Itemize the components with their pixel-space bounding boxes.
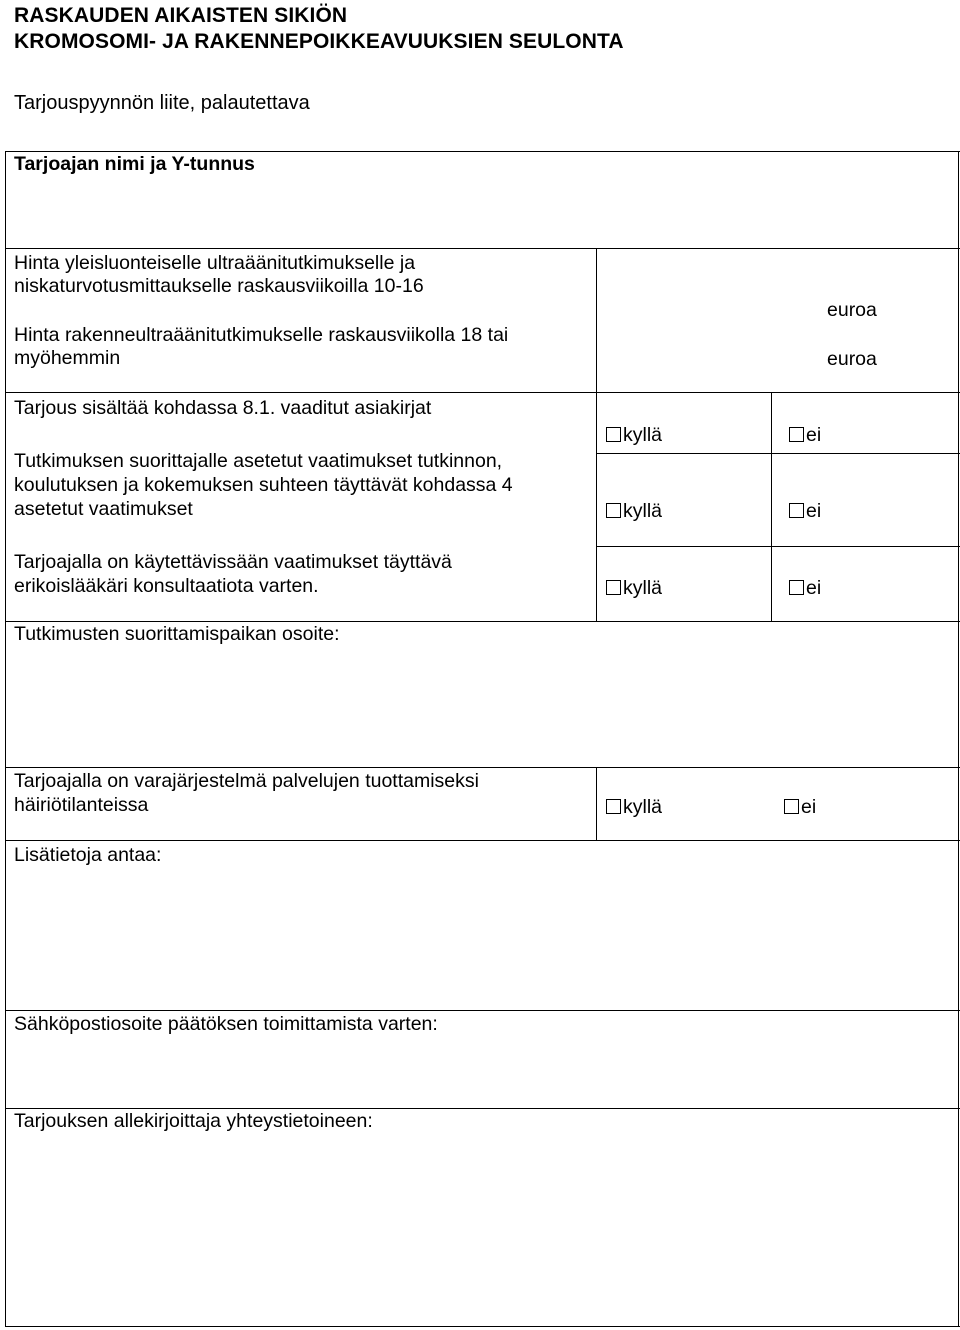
question-documents-yes-option[interactable] bbox=[606, 423, 662, 447]
question-specialist-text-line-1: Tarjoajalla on käytettävissään vaatimukset täyttävä bbox=[14, 551, 452, 573]
checkbox-icon[interactable] bbox=[606, 503, 621, 518]
column-divider bbox=[771, 392, 772, 621]
row-divider bbox=[5, 621, 960, 622]
currency-label-2: euroa bbox=[827, 348, 877, 370]
no-label: ei bbox=[806, 424, 822, 446]
email-field[interactable] bbox=[8, 1040, 956, 1105]
row-divider bbox=[5, 767, 960, 768]
checkbox-icon[interactable] bbox=[784, 799, 799, 814]
question-specialist-no-option[interactable] bbox=[789, 576, 821, 600]
price-1-field[interactable] bbox=[600, 290, 820, 330]
checkbox-icon[interactable] bbox=[789, 503, 804, 518]
yes-label: kyllä bbox=[623, 500, 663, 522]
checkbox-icon[interactable] bbox=[606, 580, 621, 595]
yes-label: kyllä bbox=[623, 424, 663, 446]
question-documents-no-option[interactable] bbox=[789, 423, 821, 447]
price-1-label-line-1: Hinta yleisluonteiselle ultraäänitutkimukselle ja bbox=[14, 252, 416, 274]
signer-label: Tarjouksen allekirjoittaja yhteystietoineen: bbox=[14, 1110, 373, 1132]
document-title-line-2: KROMOSOMI- JA RAKENNEPOIKKEAVUUKSIEN SEULONTA bbox=[14, 30, 624, 53]
column-divider bbox=[596, 767, 597, 840]
question-specialist-text-line-2: erikoislääkäri konsultaatiota varten. bbox=[14, 575, 319, 597]
email-label: Sähköpostiosoite päätöksen toimittamista varten: bbox=[14, 1013, 438, 1035]
question-requirements-no-option[interactable] bbox=[789, 499, 821, 523]
bidder-name-label: Tarjoajan nimi ja Y-tunnus bbox=[14, 153, 255, 175]
no-label: ei bbox=[801, 796, 817, 818]
address-field[interactable] bbox=[8, 650, 956, 764]
signer-field[interactable] bbox=[8, 1138, 956, 1323]
price-2-label-line-2: myöhemmin bbox=[14, 347, 121, 369]
price-2-label-line-1: Hinta rakenneultraäänitutkimukselle raskausviikolla 18 tai bbox=[14, 324, 509, 346]
question-specialist-yes-option[interactable] bbox=[606, 576, 662, 600]
yes-label: kyllä bbox=[623, 796, 663, 818]
question-backup-text-line-2: häiriötilanteissa bbox=[14, 794, 149, 816]
column-divider bbox=[596, 248, 597, 621]
question-backup-yes-option[interactable] bbox=[606, 795, 662, 819]
no-label: ei bbox=[806, 500, 822, 522]
question-backup-no-option[interactable] bbox=[784, 795, 816, 819]
question-documents-text: Tarjous sisältää kohdassa 8.1. vaaditut asiakirjat bbox=[14, 397, 432, 419]
row-divider bbox=[5, 248, 960, 249]
checkbox-icon[interactable] bbox=[789, 427, 804, 442]
row-divider bbox=[5, 840, 960, 841]
price-2-field[interactable] bbox=[600, 340, 820, 380]
checkbox-icon[interactable] bbox=[789, 580, 804, 595]
currency-label-1: euroa bbox=[827, 299, 877, 321]
price-1-label-line-2: niskaturvotusmittaukselle raskausviikoilla 10-16 bbox=[14, 275, 424, 297]
table-border-left bbox=[5, 151, 6, 1327]
question-requirements-text-line-1: Tutkimuksen suorittajalle asetetut vaatimukset tutkinnon, bbox=[14, 450, 503, 472]
row-divider bbox=[5, 1108, 960, 1109]
question-requirements-text-line-2: koulutuksen ja kokemuksen suhteen täyttävät kohdassa 4 bbox=[14, 474, 513, 496]
table-border-bottom bbox=[5, 1326, 960, 1327]
row-divider bbox=[596, 546, 960, 547]
bidder-name-field[interactable] bbox=[8, 180, 956, 246]
row-divider bbox=[596, 453, 960, 454]
question-backup-text-line-1: Tarjoajalla on varajärjestelmä palvelujen tuottamiseksi bbox=[14, 770, 479, 792]
document-subtitle: Tarjouspyynnön liite, palautettava bbox=[14, 92, 310, 114]
table-border-top bbox=[5, 151, 960, 152]
yes-label: kyllä bbox=[623, 577, 663, 599]
no-label: ei bbox=[806, 577, 822, 599]
row-divider bbox=[5, 1010, 960, 1011]
contact-person-field[interactable] bbox=[8, 872, 956, 1007]
question-requirements-text-line-3: asetetut vaatimukset bbox=[14, 498, 193, 520]
checkbox-icon[interactable] bbox=[606, 799, 621, 814]
checkbox-icon[interactable] bbox=[606, 427, 621, 442]
document-title-line-1: RASKAUDEN AIKAISTEN SIKIÖN bbox=[14, 4, 348, 27]
contact-person-label: Lisätietoja antaa: bbox=[14, 844, 162, 866]
address-label: Tutkimusten suorittamispaikan osoite: bbox=[14, 623, 340, 645]
row-divider bbox=[5, 392, 960, 393]
question-requirements-yes-option[interactable] bbox=[606, 499, 662, 523]
table-border-right bbox=[958, 151, 959, 1327]
